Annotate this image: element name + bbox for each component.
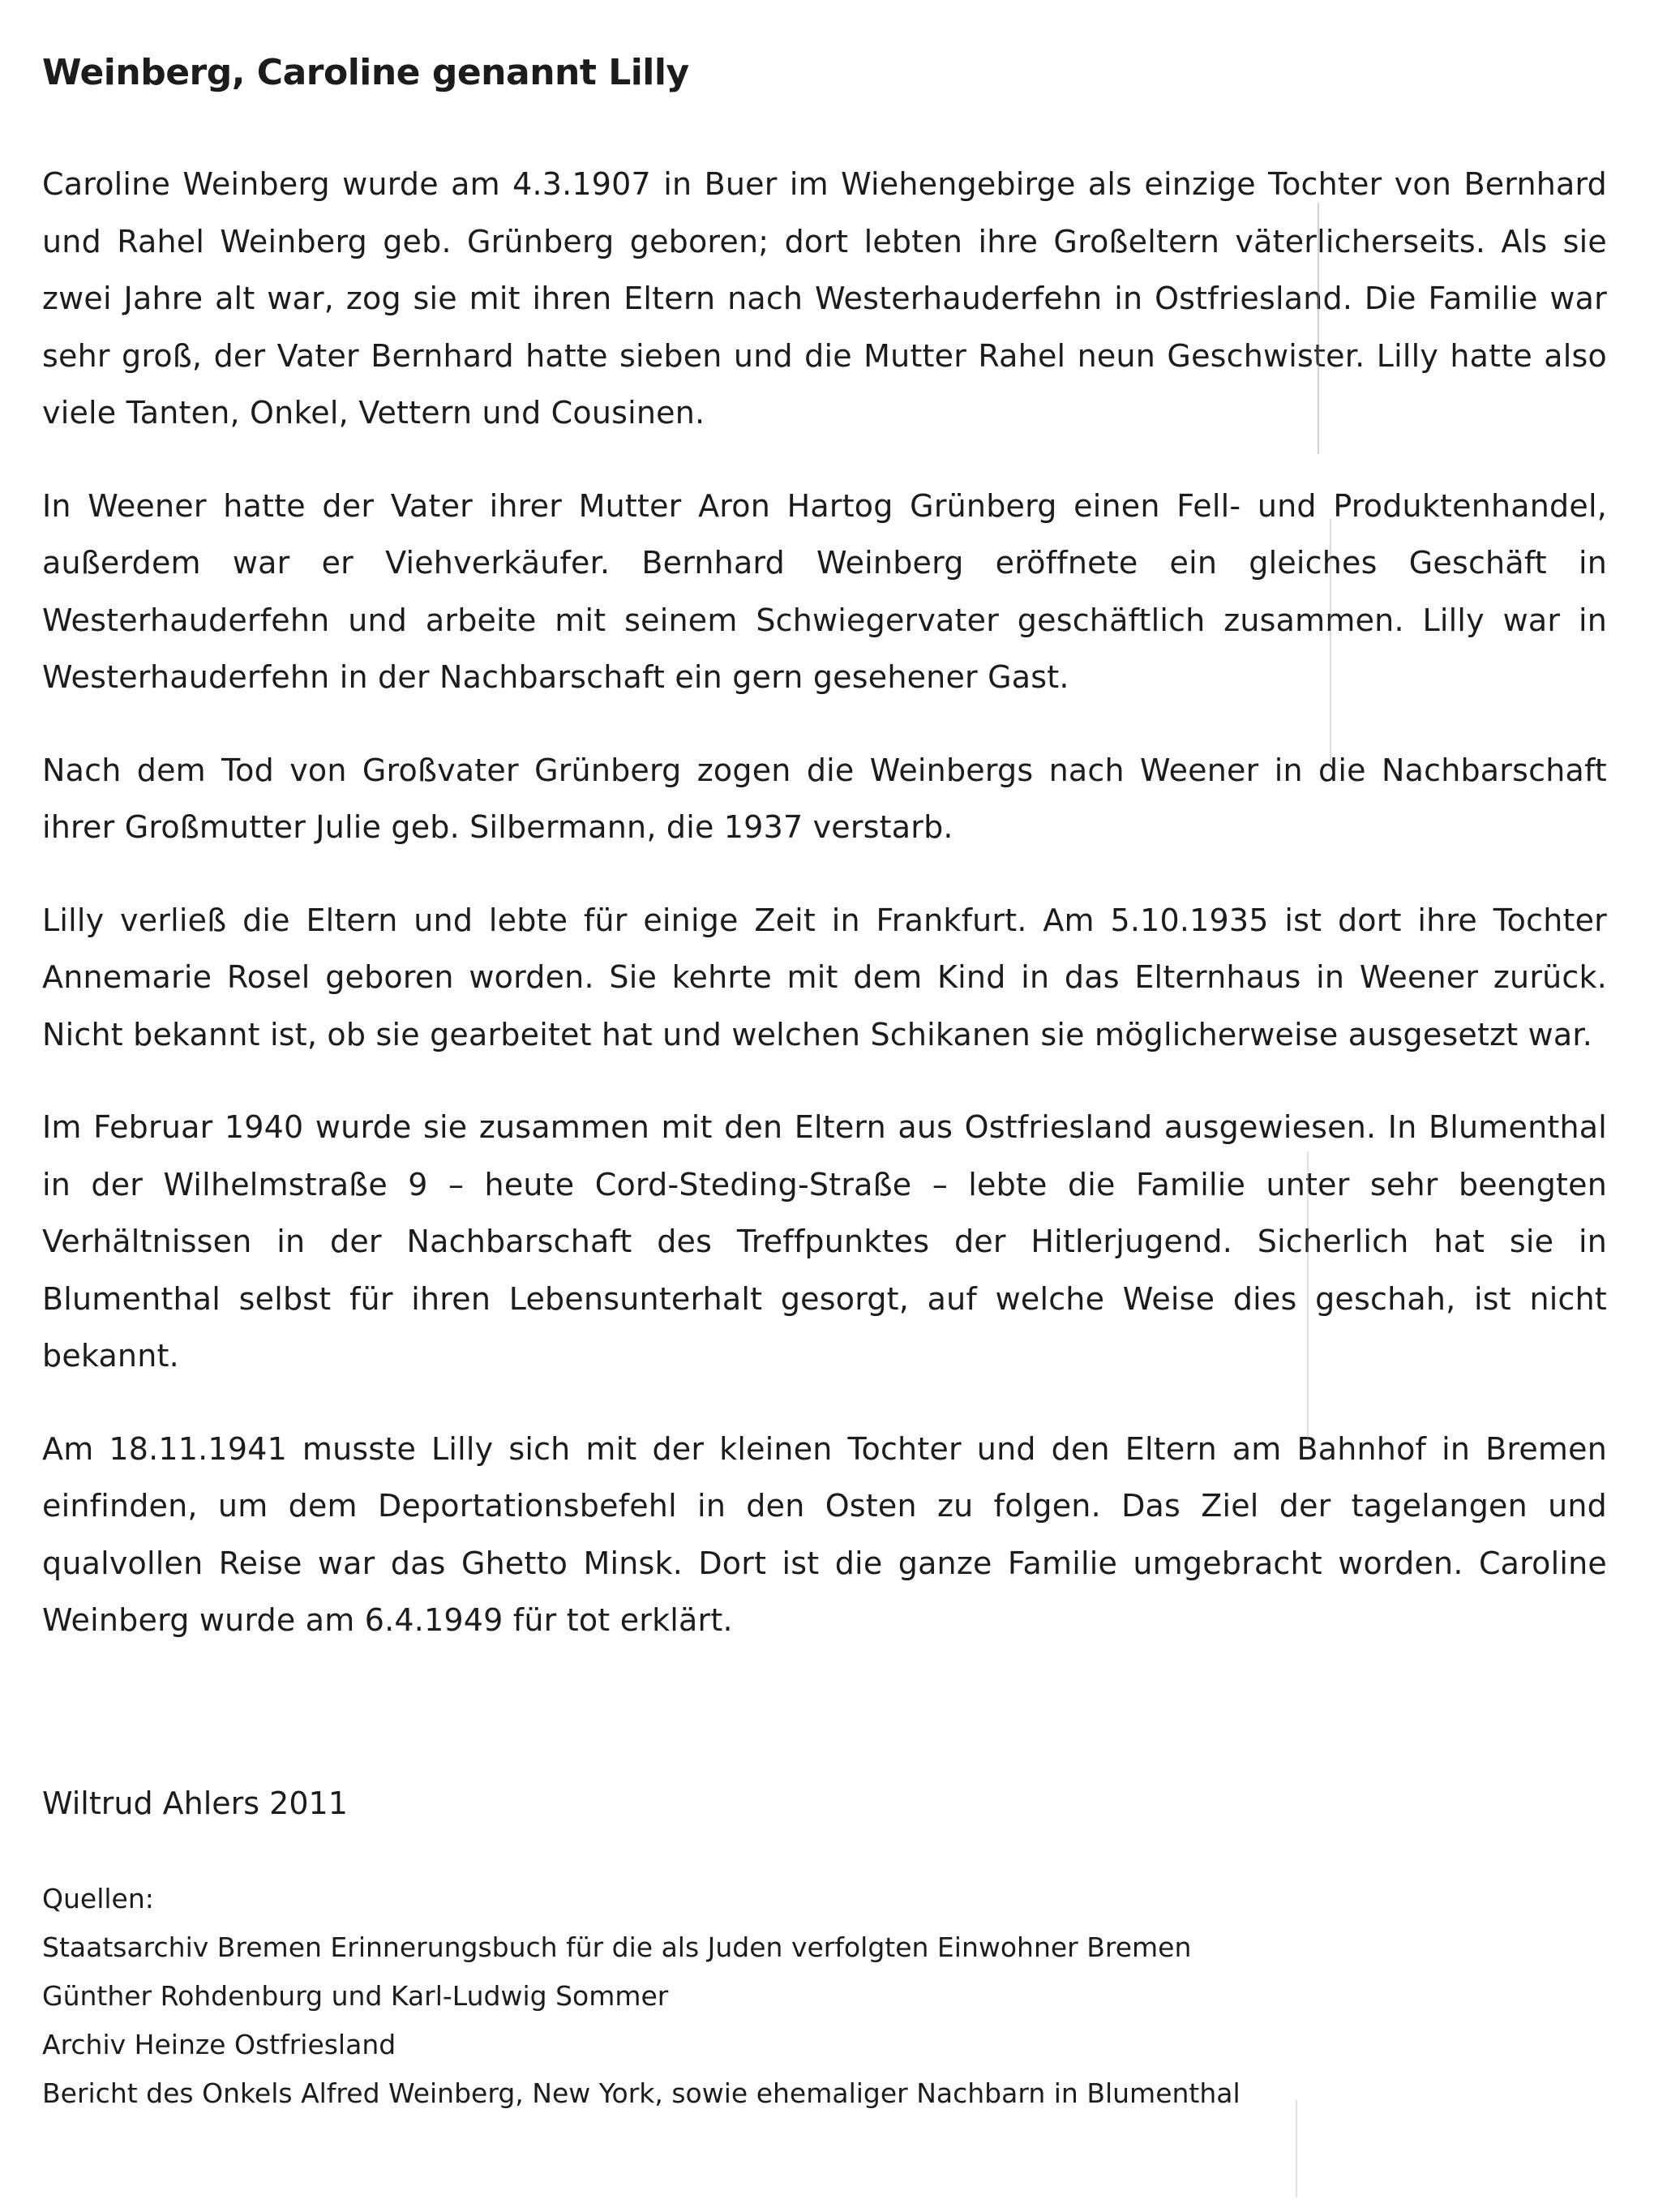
scan-crease-mark	[1296, 2100, 1297, 2197]
paragraph-2: In Weener hatte der Vater ihrer Mutter Aron Hartog Grünberg einen Fell- und Produktenhandel, außerdem war er Viehverkäufer. Bernhard Weinberg eröffnete ein gleiches Geschäft in Westerhauderfehn und arbeite mit seinem Schwiegervater geschäftlich zusammen. Lilly war in Westerhauderfehn in der Nachbarschaft ein gern gesehener Gast.	[42, 487, 1607, 695]
paragraph-3: Nach dem Tod von Großvater Grünberg zogen die Weinbergs nach Weener in die Nachbarschaft ihrer Großmutter Julie geb. Silbermann, die 1937 verstarb.	[42, 752, 1607, 845]
document-page	[42, 49, 1607, 2118]
source-item: Staatsarchiv Bremen Erinnerungsbuch für die als Juden verfolgten Einwohner Bremen	[42, 1931, 1192, 1963]
paragraph-5: Im Februar 1940 wurde sie zusammen mit den Eltern aus Ostfriesland ausgewiesen. In Blumenthal in der Wilhelmstraße 9 – heute Cord-Steding-Straße – lebte die Familie unter sehr beengten Verhältnissen in der Nachbarschaft des Treffpunktes der Hitlerjugend. Sicherlich hat sie in Blumenthal selbst für ihren Lebensunterhalt gesorgt, auf welche Weise dies geschah, ist nicht bekannt.	[42, 1109, 1607, 1374]
sources-section	[42, 1875, 1607, 2118]
sources-heading: Quellen:	[42, 1882, 154, 1914]
source-item: Bericht des Onkels Alfred Weinberg, New York, sowie ehemaliger Nachbarn in Blumenthal	[42, 2077, 1240, 2109]
paragraph-1: Caroline Weinberg wurde am 4.3.1907 in Buer im Wiehengebirge als einzige Tochter von Bernhard und Rahel Weinberg geb. Grünberg geboren; dort lebten ihre Großeltern väterlicherseits. Als sie zwei Jahre alt war, zog sie mit ihren Eltern nach Westerhauderfehn in Ostfriesland. Die Familie war sehr groß, der Vater Bernhard hatte sieben und die Mutter Rahel neun Geschwister. Lilly hatte also viele Tanten, Onkel, Vettern und Cousinen.	[42, 166, 1607, 431]
page-title: Weinberg, Caroline genannt Lilly	[42, 52, 689, 93]
scan-crease-mark	[1307, 1151, 1309, 1443]
paragraph-4: Lilly verließ die Eltern und lebte für einige Zeit in Frankfurt. Am 5.10.1935 ist dort ihre Tochter Annemarie Rosel geboren worden. Sie kehrte mit dem Kind in das Elternhaus in Weener zurück. Nicht bekannt ist, ob sie gearbeitet hat und welchen Schikanen sie möglicherweise ausgesetzt war.	[42, 902, 1607, 1052]
author-line: Wiltrud Ahlers 2011	[42, 1785, 348, 1821]
scan-crease-mark	[1318, 203, 1319, 454]
source-item: Günther Rohdenburg und Karl-Ludwig Sommer	[42, 1979, 669, 2012]
scan-crease-mark	[1330, 519, 1331, 762]
source-item: Archiv Heinze Ostfriesland	[42, 2028, 396, 2060]
paragraph-6: Am 18.11.1941 musste Lilly sich mit der kleinen Tochter und den Eltern am Bahnhof in Bremen einfinden, um dem Deportationsbefehl in den Osten zu folgen. Das Ziel der tagelangen und qualvollen Reise war das Ghetto Minsk. Dort ist die ganze Familie umgebracht worden. Caroline Weinberg wurde am 6.4.1949 für tot erklärt.	[42, 1430, 1607, 1638]
